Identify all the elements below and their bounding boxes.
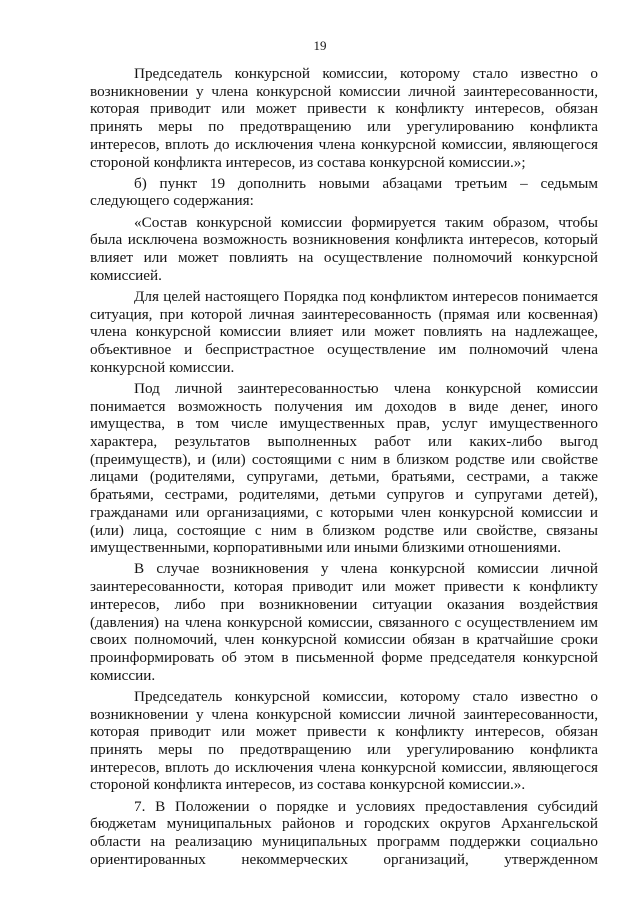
paragraph-point-b: б) пункт 19 дополнить новыми абзацами третьим – седьмым следующего содержания:	[90, 174, 598, 210]
paragraph-commission-composition: «Состав конкурсной комиссии формируется таким образом, чтобы была исключена возможность возникновения конфликта интересов, который влияет или может повлиять на осуществление полномочий конкурсной комиссией.	[90, 213, 598, 284]
page-number: 19	[313, 38, 327, 53]
paragraph-chairman-measures: Председатель конкурсной комиссии, которому стало известно о возникновении у члена конкурсной комиссии личной заинтересованности, которая приводит или может привести к конфликту интересов, обязан принять меры по предотвращению или урегулированию конфликта интересов, вплоть до исключения члена конкурсной комиссии, являющегося стороной конфликта интересов, из состава конкурсной комиссии.».	[90, 687, 598, 794]
paragraph-chairman-duty: Председатель конкурсной комиссии, которому стало известно о возникновении у члена конкурсной комиссии личной заинтересованности, которая приводит или может привести к конфликту интересов, обязан принять меры по предотвращению или урегулированию конфликта интересов, вплоть до исключения члена конкурсной комиссии, являющегося стороной конфликта интересов, из состава конкурсной комиссии.»;	[90, 65, 598, 171]
paragraph-conflict-definition: Для целей настоящего Порядка под конфликтом интересов понимается ситуация, при которой личная заинтересованность (прямая или косвенная) члена конкурсной комиссии влияет или может повлиять на надлежащее, объективное и беспристрастное осуществление им полномочий члена конкурсной комиссии.	[90, 287, 598, 376]
document-body	[90, 65, 598, 868]
paragraph-personal-interest: Под личной заинтересованностью члена конкурсной комиссии понимается возможность получения им доходов в виде денег, иного имущества, в том числе имущественных прав, услуг имущественного характера, результатов выполненных работ или каких-либо выгод (преимуществ), и (или) состоящими с ним в близком родстве или свойстве лицами (родителями, супругами, детьми, братьями, сестрами, а также братьями, сестрами, родителями, детьми супругов и супругами детей), гражданами или организациями, с которыми член конкурсной комиссии и (или) лица, состоящие с ним в близком родстве или свойстве, связаны имущественными, корпоративными или иными близкими отношениями.	[90, 379, 598, 557]
paragraph-member-obligation: В случае возникновения у члена конкурсной комиссии личной заинтересованности, которая приводит или может привести к конфликту интересов, либо при возникновении ситуации оказания воздействия (давления) на члена конкурсной комиссии, связанного с осуществлением им своих полномочий, член конкурсной комиссии обязан в кратчайшие сроки проинформировать об этом в письменной форме председателя конкурсной комиссии.	[90, 560, 598, 684]
paragraph-item-7: 7. В Положении о порядке и условиях предоставления субсидий бюджетам муниципальных районов и городских округов Архангельской области на реализацию муниципальных программ поддержки социально ориентированных некоммерческих организаций, утвержденном	[90, 797, 598, 868]
